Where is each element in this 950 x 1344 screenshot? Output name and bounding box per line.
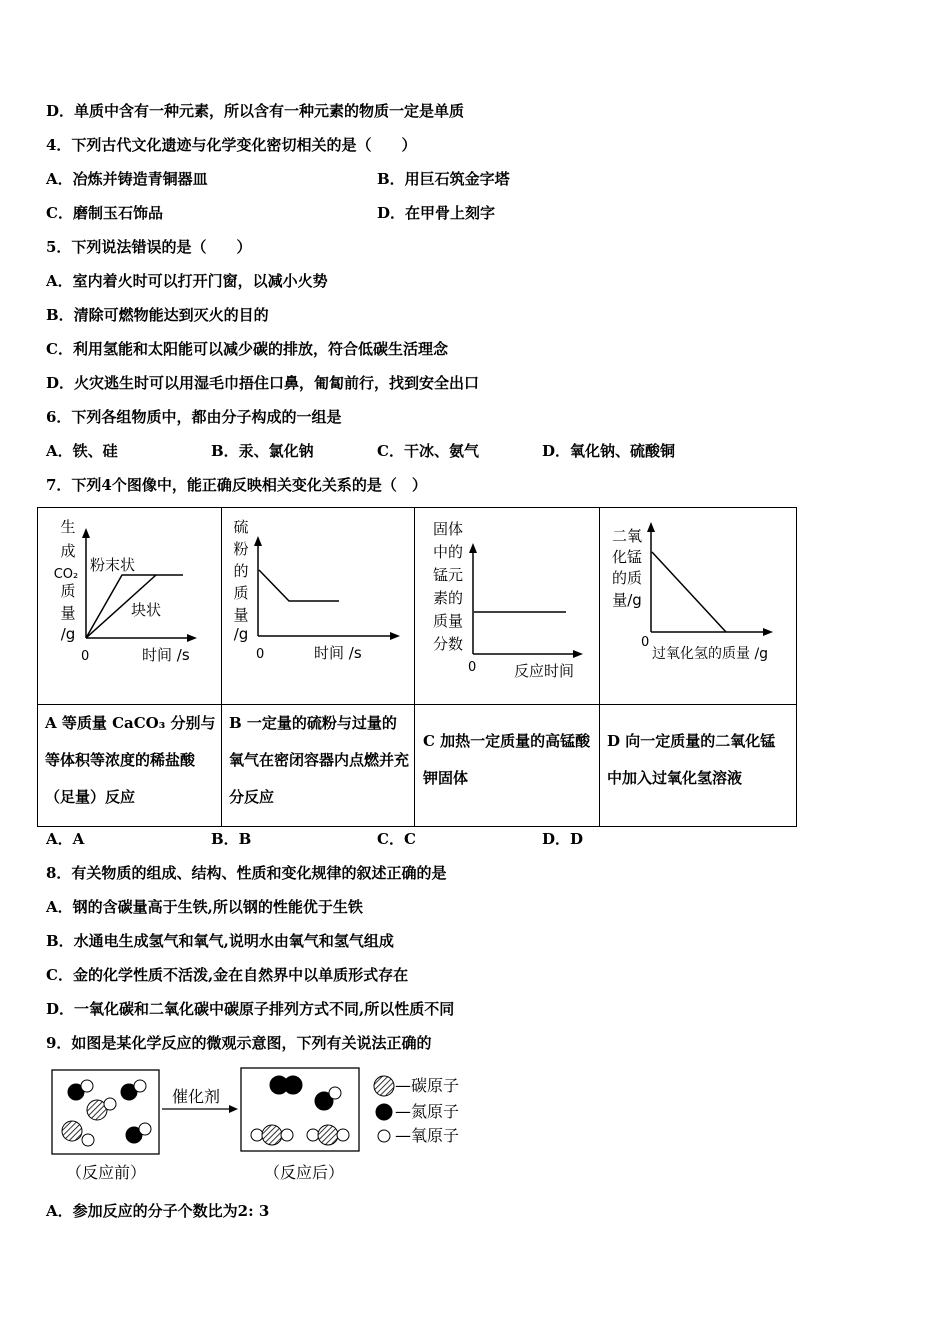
reaction-diagram: [48, 1065, 488, 1190]
q8-option-b[interactable]: B．水通电生成氢气和氧气,说明水由氧气和氢气组成: [46, 932, 394, 950]
carbon-atom: [62, 1121, 82, 1141]
curve-sulfur: [259, 570, 339, 601]
legend-nitrogen-icon: [376, 1104, 392, 1120]
graph-a-ylabel: 量: [60, 604, 76, 622]
graph-c: [415, 508, 599, 704]
graph-d: [600, 508, 796, 704]
oxygen-atom: [82, 1134, 94, 1146]
q4-option-c[interactable]: C．磨制玉石饰品: [46, 204, 163, 222]
graph-a-ylabel: 质: [60, 582, 76, 600]
legend-carbon-icon: [374, 1076, 394, 1096]
q6-option-a[interactable]: A．铁、硅: [46, 442, 118, 460]
question-8: 8．有关物质的组成、结构、性质和变化规律的叙述正确的是: [46, 864, 447, 882]
oxygen-atom: [104, 1098, 116, 1110]
q3-option-d: D．单质中含有一种元素，所以含有一种元素的物质一定是单质: [46, 102, 465, 120]
graph-a-ylabel: /g: [60, 625, 76, 643]
q4-option-a[interactable]: A．冶炼并铸造青铜器皿: [46, 170, 208, 188]
graph-d-ylabel: 二氧: [611, 527, 643, 545]
legend-nitrogen: —氮原子: [395, 1102, 460, 1121]
q5-option-d[interactable]: D．火灾逃生时可以用湿毛巾捂住口鼻，匍匐前行，找到安全出口: [46, 374, 480, 392]
graph-c-xlabel: 反应时间: [514, 662, 575, 680]
graph-b-ylabel: 质: [233, 584, 249, 602]
graph-b-xlabel: 时间 /s: [314, 644, 362, 662]
nitrogen-atom: [284, 1076, 302, 1094]
q7-figure-table: [37, 507, 797, 827]
x-axis-arrow: [763, 628, 773, 636]
y-axis-arrow: [82, 528, 90, 538]
q5-option-c[interactable]: C．利用氢能和太阳能可以减少碳的排放，符合低碳生活理念: [46, 340, 448, 358]
graph-b-origin: 0: [256, 647, 265, 662]
legend-oxygen-icon: [378, 1130, 390, 1142]
q9-option-a[interactable]: A．参加反应的分子个数比为2: 3: [46, 1202, 270, 1220]
legend-oxygen: —氧原子: [395, 1126, 460, 1145]
oxygen-atom: [251, 1129, 263, 1141]
q7-option-a[interactable]: A．A: [46, 830, 85, 848]
x-axis-arrow: [390, 632, 400, 640]
curve-mno2: [652, 552, 726, 632]
before-label: （反应前）: [65, 1163, 147, 1182]
oxygen-atom: [281, 1129, 293, 1141]
graph-b: [222, 508, 414, 704]
label-lump: 块状: [131, 601, 162, 619]
graph-a-ylabel: CO₂: [53, 567, 79, 582]
graph-c-ylabel: 中的: [432, 543, 464, 561]
graph-a-xlabel: 时间 /s: [142, 646, 190, 664]
graph-c-ylabel: 固体: [432, 520, 464, 538]
question-7: 7．下列4个图像中，能正确反映相关变化关系的是（ ）: [46, 476, 427, 494]
question-9: 9．如图是某化学反应的微观示意图，下列有关说法正确的: [46, 1034, 432, 1052]
q7-option-b[interactable]: B．B: [211, 830, 252, 848]
graph-b-ylabel: 硫: [233, 518, 249, 536]
caption-b: B 一定量的硫粉与过量的氧气在密闭容器内点燃并充分反应: [229, 714, 410, 806]
q7-option-c[interactable]: C．C: [377, 830, 416, 848]
caption-c: C 加热一定质量的高锰酸钾固体: [423, 732, 591, 787]
q5-option-b[interactable]: B．清除可燃物能达到灭火的目的: [46, 306, 269, 324]
x-axis-arrow: [573, 650, 583, 658]
graph-c-ylabel: 质量: [432, 612, 464, 630]
catalyst-label: 催化剂: [171, 1087, 221, 1106]
oxygen-atom: [139, 1123, 151, 1135]
graph-b-ylabel: 粉: [233, 540, 249, 558]
graph-c-ylabel: 素的: [432, 589, 464, 607]
graph-a-origin: 0: [81, 649, 90, 664]
q8-option-a[interactable]: A．钢的含碳量高于生铁,所以钢的性能优于生铁: [46, 898, 363, 916]
graph-c-ylabel: 分数: [432, 635, 464, 653]
graph-a-ylabel: 成: [60, 542, 76, 560]
question-6: 6．下列各组物质中，都由分子构成的一组是: [46, 408, 342, 426]
oxygen-atom: [329, 1087, 341, 1099]
oxygen-atom: [307, 1129, 319, 1141]
q8-option-c[interactable]: C．金的化学性质不活泼,金在自然界中以单质形式存在: [46, 966, 409, 984]
oxygen-atom: [81, 1080, 93, 1092]
graph-c-origin: 0: [468, 660, 477, 675]
graph-b-ylabel: 量: [233, 606, 249, 624]
oxygen-atom: [134, 1080, 146, 1092]
carbon-atom: [318, 1125, 338, 1145]
caption-d: D 向一定质量的二氧化锰中加入过氧化氢溶液: [607, 732, 776, 787]
x-axis-arrow: [187, 634, 197, 642]
reaction-arrow-head: [229, 1105, 238, 1113]
q6-option-d[interactable]: D．氧化钠、硫酸铜: [542, 442, 676, 460]
graph-c-ylabel: 锰元: [432, 566, 464, 584]
question-4: 4．下列古代文化遗迹与化学变化密切相关的是（ ）: [46, 136, 417, 154]
q5-option-a[interactable]: A．室内着火时可以打开门窗，以减小火势: [46, 272, 328, 290]
graph-d-ylabel: 量/g: [612, 591, 642, 609]
q4-option-d[interactable]: D．在甲骨上刻字: [377, 204, 496, 222]
oxygen-atom: [337, 1129, 349, 1141]
q6-option-b[interactable]: B．汞、氯化钠: [211, 442, 314, 460]
q6-option-c[interactable]: C．干冰、氨气: [377, 442, 479, 460]
y-axis-arrow: [254, 536, 262, 546]
q4-option-b[interactable]: B．用巨石筑金字塔: [377, 170, 510, 188]
y-axis-arrow: [469, 543, 477, 553]
graph-d-xlabel: 过氧化氢的质量 /g: [652, 646, 769, 662]
graph-a-ylabel: 生: [60, 518, 76, 536]
graph-b-ylabel: /g: [233, 625, 249, 643]
graph-a: [38, 508, 221, 704]
question-5: 5．下列说法错误的是（ ）: [46, 238, 252, 256]
legend-carbon: —碳原子: [395, 1076, 460, 1095]
q8-option-d[interactable]: D．一氧化碳和二氧化碳中碳原子排列方式不同,所以性质不同: [46, 1000, 455, 1018]
label-powder: 粉末状: [90, 556, 136, 574]
graph-d-origin: 0: [641, 635, 650, 650]
after-label: （反应后）: [263, 1163, 345, 1182]
carbon-atom: [262, 1125, 282, 1145]
caption-a: A 等质量 CaCO₃ 分别与等体积等浓度的稀盐酸（足量）反应: [45, 714, 216, 806]
graph-d-ylabel: 化锰: [611, 548, 643, 566]
q7-option-d[interactable]: D．D: [542, 830, 584, 848]
graph-b-ylabel: 的: [233, 562, 249, 580]
y-axis-arrow: [647, 522, 655, 532]
graph-d-ylabel: 的质: [611, 569, 643, 587]
legend-icons: [374, 1076, 394, 1142]
